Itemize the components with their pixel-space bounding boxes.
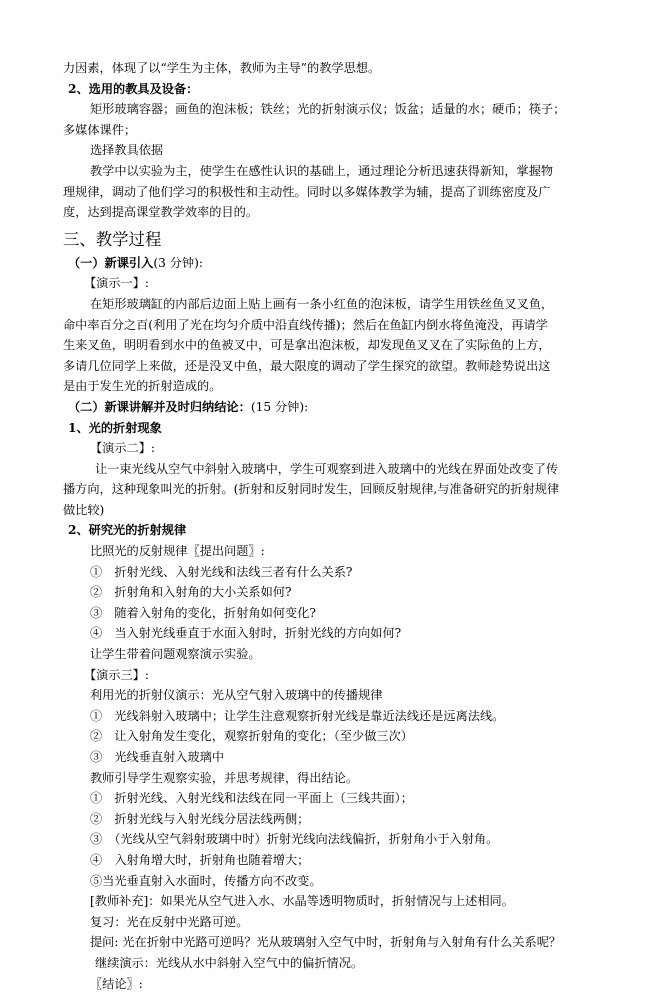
text-line <box>0 58 661 79</box>
paragraph-text: 多请几位同学上来做，还是没叉中鱼，最大限度的调动了学生探究的欲望。教师趁势说出这 <box>63 358 551 373</box>
text-line <box>0 912 661 933</box>
paragraph-text: 教学中以实验为主，使学生在感性认识的基础上，通过理论分析迅速获得新知，掌握物 <box>90 163 554 178</box>
paragraph-text: 教师引导学生观察实验，并思考规律，得出结论。 <box>90 770 359 785</box>
paragraph-text: [教师补充]：如果光从空气进入水、水晶等透明物质时，折射情况与上述相同。 <box>90 894 514 909</box>
paragraph-text: 命中率百分之百(利用了光在均匀介质中沿直线传播)；然后在鱼缸内倒水将鱼淹没，再请学 <box>63 317 548 332</box>
duration-text: (15 分钟): <box>250 399 309 414</box>
text-line <box>0 99 661 120</box>
text-line <box>0 932 661 953</box>
list-item <box>0 850 661 871</box>
list-item-text: ① 折射光线、入射光线和法线三者有什么关系? <box>90 564 353 579</box>
list-item <box>0 706 661 727</box>
demo-label <box>0 438 661 459</box>
list-item-text: ⑤当光垂直射入水面时，传播方向不改变。 <box>90 873 322 888</box>
list-item-text: ④ 当入射光线垂直于水面入射时，折射光线的方向如何? <box>90 626 402 641</box>
text-line <box>0 315 661 336</box>
text-line <box>0 161 661 182</box>
heading-text: 1、光的折射现象 <box>68 420 162 435</box>
subsection-heading <box>0 253 661 274</box>
paragraph-text: 选择教具依据 <box>90 143 164 158</box>
paragraph-text: 在矩形玻璃缸的内部后边面上贴上画有一条小红鱼的泡沫板，请学生用铁丝鱼叉叉鱼， <box>90 296 554 311</box>
list-item <box>0 726 661 747</box>
label-text: 〖结论〗: <box>90 976 143 991</box>
paragraph-text: 利用光的折射仪演示：光从空气射入玻璃中的传播规律 <box>90 688 383 703</box>
list-item <box>0 603 661 624</box>
list-item <box>0 623 661 644</box>
topic-heading <box>0 520 661 541</box>
paragraph-text: 复习：光在反射中光路可逆。 <box>90 914 249 929</box>
heading-text: 2、研究光的折射规律 <box>68 523 187 538</box>
text-line <box>0 140 661 161</box>
paragraph-text: 多媒体课件； <box>63 122 137 137</box>
paragraph-text: 度，达到提高课堂教学效率的目的。 <box>63 205 258 220</box>
paragraph-text: 生来叉鱼，明明看到水中的鱼被叉中，可是拿出泡沫板，却发现鱼叉叉在了实际鱼的上方， <box>63 338 551 353</box>
list-item-text: ③ 光线垂直射入玻璃中 <box>90 750 225 764</box>
list-item <box>0 829 661 850</box>
text-line <box>0 685 661 706</box>
demo-label <box>0 665 661 686</box>
list-item <box>0 747 661 768</box>
demo-label <box>0 273 661 294</box>
paragraph-text: 矩形玻璃容器；画鱼的泡沫板；铁丝；光的折射演示仪；饭盆；适量的水；硬币；筷子； <box>90 102 566 117</box>
text-line <box>0 356 661 377</box>
text-line <box>0 335 661 356</box>
text-line <box>0 182 661 203</box>
subsection-heading <box>0 397 661 418</box>
text-line <box>0 202 661 223</box>
text-line <box>0 120 661 141</box>
paragraph-text: 提问: 光在折射中光路可逆吗？光从玻璃射入空气中时，折射角与入射角有什么关系呢？ <box>90 935 562 950</box>
text-line <box>0 294 661 315</box>
list-item-text: ① 折射光线、入射光线和法线在同一平面上（三线共面）； <box>90 791 413 806</box>
list-item <box>0 562 661 583</box>
topic-heading <box>0 418 661 439</box>
text-line <box>0 541 661 562</box>
text-line <box>0 459 661 480</box>
paragraph-text: 是由于发生光的折射造成的。 <box>63 379 222 394</box>
list-item <box>0 582 661 603</box>
paragraph-text: 力因素，体现了以“学生为主体，教师为主导”的教学思想。 <box>63 61 381 75</box>
list-item <box>0 871 661 892</box>
paragraph-text: 理规律，调动了他们学习的积极性和主动性。同时以多媒体教学为辅，提高了训练密度及广 <box>63 184 551 199</box>
text-line <box>0 891 661 912</box>
heading-text: 三、教学过程 <box>63 229 162 249</box>
list-item-text: ③ （光线从空气斜射玻璃中时）折射光线向法线偏折，折射角小于入射角。 <box>90 832 499 847</box>
list-item <box>0 809 661 830</box>
paragraph-text: 播方向，这种现象叫光的折射。(折射和反射同时发生，回顾反射规律,与准备研究的折射规律 <box>63 482 560 497</box>
text-line <box>0 644 661 665</box>
text-line <box>0 479 661 500</box>
conclusion-label <box>0 974 661 994</box>
text-line <box>0 500 661 521</box>
list-item-text: ② 折射角和入射角的大小关系如何? <box>90 585 292 600</box>
list-item-text: ① 光线斜射入玻璃中；让学生注意观察折射光线是靠近法线还是远离法线。 <box>90 708 505 723</box>
list-item-text: ② 折射光线与入射光线分居法线两侧； <box>90 811 310 826</box>
paragraph-text: 让一束光线从空气中斜射入玻璃中，学生可观察到进入玻璃中的光线在界面处改变了传 <box>95 461 559 476</box>
document-page <box>0 58 661 994</box>
heading-text: （二）新课讲解并及时归纳结论： <box>68 399 251 414</box>
list-item-text: ③ 随着入射角的变化，折射角如何变化? <box>90 605 316 620</box>
paragraph-text: 继续演示：光线从水中斜射入空气中的偏折情况。 <box>95 955 364 970</box>
section-heading <box>0 79 661 100</box>
label-text: 【演示一】: <box>84 276 150 291</box>
label-text: 【演示三】: <box>84 667 150 682</box>
text-line <box>0 376 661 397</box>
paragraph-text: 做比较) <box>63 502 105 517</box>
heading-text: （一）新课引入 <box>68 255 154 270</box>
label-text: 【演示二】: <box>90 441 156 456</box>
paragraph-text: 比照光的反射规律〖提出问题〗: <box>90 544 265 559</box>
chapter-heading <box>0 223 661 253</box>
list-item-text: ④ 入射角增大时，折射角也随着增大； <box>90 852 310 867</box>
paragraph-text: 让学生带着问题观察演示实验。 <box>90 647 261 662</box>
heading-text: 2、选用的教具及设备： <box>68 81 199 96</box>
text-line <box>0 953 661 974</box>
list-item <box>0 788 661 809</box>
text-line <box>0 768 661 789</box>
duration-text: (3 分钟): <box>153 255 203 270</box>
list-item-text: ② 让入射角发生变化，观察折射角的变化；（至少做三次） <box>90 729 413 744</box>
